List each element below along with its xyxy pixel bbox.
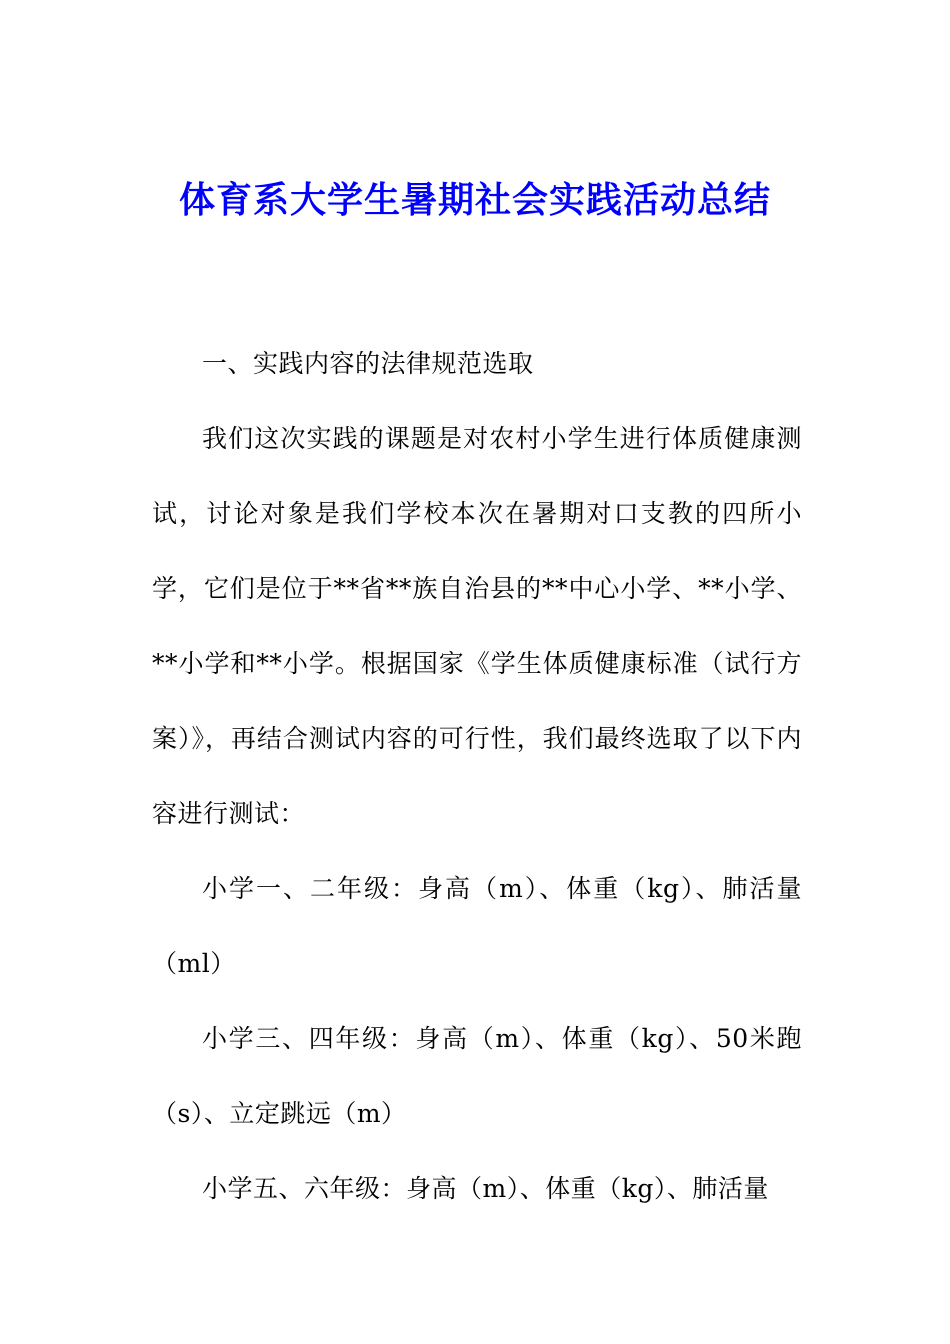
grade-item-5-6: 小学五、六年级：身高（m）、体重（kg）、肺活量 bbox=[202, 1174, 769, 1203]
body-paragraph: 我们这次实践的课题是对农村小学生进行体质健康测试，讨论对象是我们学校本次在暑期对口支教的四所小学，它们是位于**省**族自治县的**中心小学、**小学、**小学和**小学。根据国家《学生体质健康标准（试行方案）》，再结合测试内容的可行性，我们最终选取了以下内容进行测试： bbox=[152, 424, 802, 828]
section-heading: 一、实践内容的法律规范选取 bbox=[202, 349, 534, 378]
document-body bbox=[152, 326, 802, 1226]
grade-item-3-4: 小学三、四年级：身高（m）、体重（kg）、50米跑（s）、立定跳远（m） bbox=[152, 1024, 802, 1128]
grade-item-1-2: 小学一、二年级：身高（m）、体重（kg）、肺活量（ml） bbox=[152, 874, 802, 978]
document-title: 体育系大学生暑期社会实践活动总结 bbox=[178, 180, 771, 221]
